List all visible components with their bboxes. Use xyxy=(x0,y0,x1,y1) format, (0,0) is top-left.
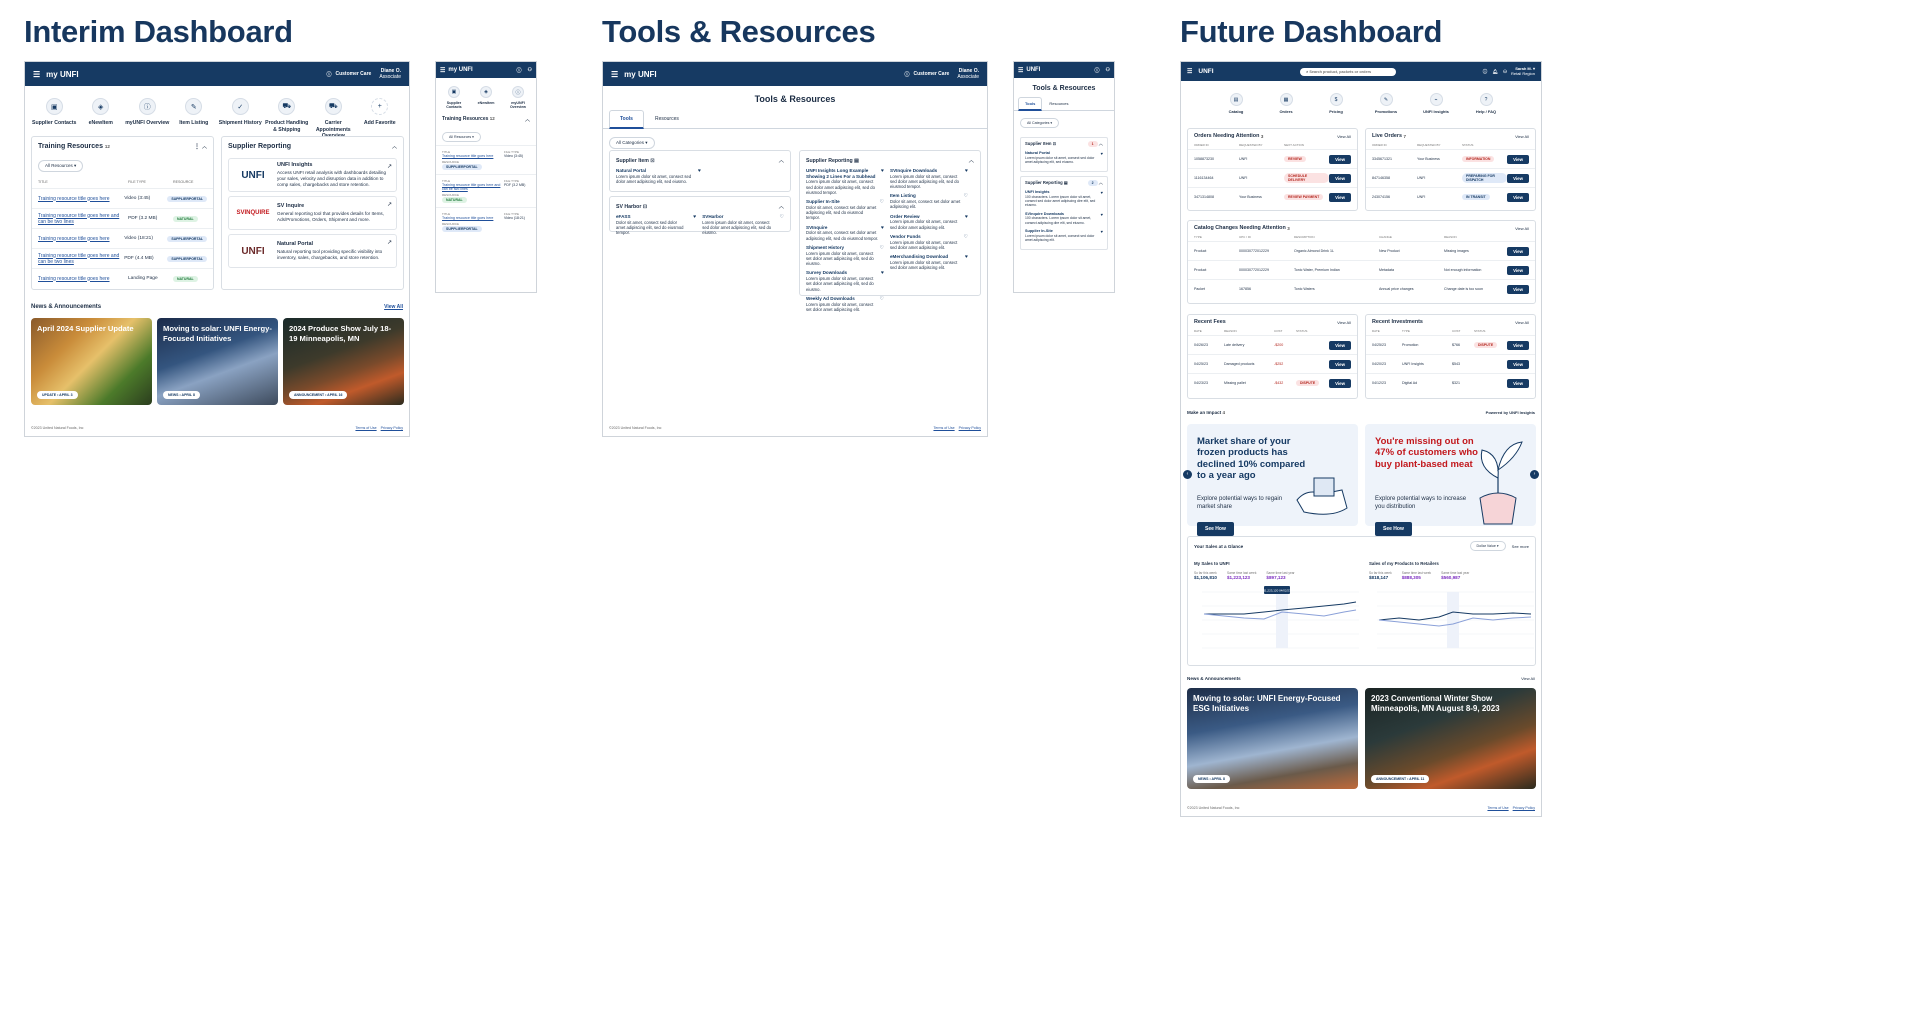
table-row: 04/26/23 Late delivery -$200 View xyxy=(1188,335,1357,354)
tool-item[interactable]: Shipment History Lorem ipsum dolor sit amet, consect set dolor amet adipiscing elit, sed do eiusmo. ♡ xyxy=(806,244,884,267)
view-button[interactable]: View xyxy=(1507,379,1529,388)
footer: ©2023 United Natural Foods, Inc Terms of Use Privacy Policy xyxy=(31,426,403,430)
fees-list xyxy=(1188,335,1357,392)
resource-badge: NATURAL xyxy=(442,197,467,203)
external-link-icon[interactable]: ↗ xyxy=(386,240,392,246)
file-type: Video (18:21) xyxy=(124,236,153,241)
ice-cubes-illustration xyxy=(1292,460,1352,520)
impact-title: Make an Impact xyxy=(1187,410,1222,415)
tab-resources[interactable]: Resources xyxy=(654,116,679,122)
box-icon: ⊡ xyxy=(1052,141,1057,146)
heart-filled-icon[interactable]: ♥ xyxy=(698,168,701,174)
interim-title: Interim Dashboard xyxy=(24,14,293,49)
list-item: TITLE FILE TYPE Training resource title goes here Video (3:45) RESOURCE SUPPLIERPORTAL xyxy=(436,145,536,174)
powered-by: Powered by UNFI Insights xyxy=(1485,410,1535,415)
sales-to-unfi: My Sales to UNFI So far this week $1,106,810 Same time last week $1,223,123 Same time last year $897,123 $1,223,120 04/02/23 xyxy=(1194,555,1359,659)
dollar-icon: $ xyxy=(1330,93,1343,106)
sup-natural-portal[interactable]: UNFI Natural Portal Natural reporting tool providing specific visibility into inventory, sales, chargebacks, and store retention. ↗ xyxy=(228,234,397,268)
insights-icon: ⌁ xyxy=(1430,93,1443,106)
col-type[interactable]: FILE TYPE xyxy=(128,180,146,184)
tools-mobile-frame xyxy=(1013,61,1115,293)
view-all-link[interactable]: View All xyxy=(1515,225,1529,231)
terms-link[interactable]: Terms of Use xyxy=(933,426,955,430)
table-row: 04/25/23 Damaged products -$252 View xyxy=(1188,354,1357,373)
table-row xyxy=(32,248,213,268)
app-header xyxy=(25,62,409,86)
list-item: TITLE FILE TYPE Training resource title goes here Video (18:21) RESOURCE SUPPLIERPORTAL xyxy=(436,207,536,236)
impact-card-2[interactable]: You're missing out on 47% of customers who buy plant-based meat Explore potential ways to increase you distribution See How xyxy=(1365,424,1536,526)
qa-enewitem[interactable]: ◈ eNewItem xyxy=(78,98,125,140)
help-icon[interactable]: ⓘ xyxy=(326,71,332,78)
tool-item[interactable]: SVInquire Dolor sit amet, consect set dolor amet adipiscing elit, sed do eiusmod tempor. ♥ xyxy=(806,224,884,241)
status-badge: INFORMATION xyxy=(1462,156,1494,162)
heart-outline-icon[interactable]: ♡ xyxy=(879,295,884,302)
app-logo[interactable]: my UNFI xyxy=(624,69,657,79)
value-dropdown[interactable]: Dollar Value ▾ xyxy=(1470,541,1506,551)
view-button[interactable]: View xyxy=(1507,174,1529,183)
view-all-link[interactable]: View All xyxy=(1515,133,1529,139)
tool-item[interactable]: Supplier In-Site Dolor sit amet, consect set dolor amet adipiscing elit, sed do eiusmod tempor. ♡ xyxy=(806,199,884,221)
supplier-reporting-card xyxy=(221,136,404,290)
table-row: 1116134464 UNFI SCHEDULE DELIVERY View xyxy=(1188,168,1357,187)
tab-resources[interactable]: Resources xyxy=(1049,101,1069,106)
view-button[interactable]: View xyxy=(1507,341,1529,350)
status-badge: REVIEW PAYMENT xyxy=(1284,194,1323,200)
supplier-reporting-title: Supplier Reporting xyxy=(228,143,291,150)
tool-efass[interactable]: eFASS Dolor sit amet, consect sed dolor amet adipiscing elit, sed do eiusmod tempor. xyxy=(616,214,684,236)
table-row: Product 000030772012229 Tonic Water, Premium Indian Metadata Not enough information View xyxy=(1188,260,1535,279)
file-type: Video (3:45) xyxy=(124,196,151,201)
news-card-3[interactable]: 2024 Produce Show July 18-19 Minneapolis, MN ANNOUNCEMENT • APRIL 16 xyxy=(283,318,404,405)
box-icon: ◈ xyxy=(480,86,492,98)
catalog-list xyxy=(1188,241,1535,298)
tool-svharbor[interactable]: SVHarbor Lorem ipsum dolor sit amet, consect sed dolor amet adipiscing elit, sed do eiusmo. xyxy=(702,214,772,236)
search-input[interactable]: ⌕ Search product, packets or orders xyxy=(1300,68,1396,76)
resource-link[interactable]: Training resource title goes here xyxy=(38,235,110,242)
question-icon: ? xyxy=(1480,93,1493,106)
customer-care-link[interactable]: Customer Care xyxy=(913,71,950,77)
tool-item[interactable]: Weekly Ad Downloads Lorem ipsum dolor sit amet, consect set dolor amet adipiscing elit. ♡ xyxy=(806,295,884,312)
tool-item[interactable]: SVInquire Downloads Lorem ipsum dolor sit amet, consect sed dolor amet adipiscing elit, sed do eiusmod tempor. ♥ xyxy=(890,168,968,190)
app-logo[interactable]: UNFI xyxy=(1026,67,1041,73)
table-row: 847146358 UNFI PREPARING FOR DISPATCH View xyxy=(1366,168,1535,187)
qa-myunfi-overview[interactable]: ⓘ myUNFI Overview xyxy=(503,86,533,110)
view-all-link[interactable]: View All xyxy=(1337,319,1351,325)
tool-item[interactable]: Survey Downloads Lorem ipsum dolor sit amet, consect set dolor amet adipiscing elit, sed do eiusmo. ♥ xyxy=(806,270,884,292)
heart-outline-icon[interactable]: ♡ xyxy=(963,193,968,200)
app-logo[interactable]: UNFI xyxy=(1198,68,1214,75)
check-icon: ✓ xyxy=(232,98,249,115)
privacy-link[interactable]: Privacy Policy xyxy=(380,426,403,430)
count-badge: 1 xyxy=(1088,141,1098,147)
qa-help-faq[interactable]: ? Help / FAQ xyxy=(1466,93,1506,114)
terms-link[interactable]: Terms of Use xyxy=(1487,806,1509,810)
news-card-1[interactable]: April 2024 Supplier Update UPDATE • APRIL 3 xyxy=(31,318,152,405)
view-button[interactable]: View xyxy=(1329,193,1351,202)
tool-item[interactable]: Order Review Lorem ipsum dolor sit amet, consect sed dolor amet adipiscing elit. ♥ xyxy=(890,213,968,230)
tools-tabs xyxy=(603,110,987,129)
training-resources-card xyxy=(31,136,214,290)
tool-natural-portal[interactable]: Natural Portal Lorem ipsum dolor sit amet, consect sed dolor amet adipiscing elit, sed eiusmo. xyxy=(616,168,692,184)
mobile-supplier-item: Supplier Item xyxy=(1025,141,1052,146)
qa-pricing[interactable]: $ Pricing xyxy=(1316,93,1356,114)
table-row: 1058873230 UNFI REVIEW View xyxy=(1188,149,1357,168)
heart-filled-icon[interactable]: ♥ xyxy=(881,270,884,277)
heart-filled-icon[interactable]: ♥ xyxy=(693,214,697,220)
heart-filled-icon[interactable]: ♥ xyxy=(1100,211,1103,217)
qa-supplier-contacts[interactable]: ▣ Supplier Contacts xyxy=(439,86,469,110)
footer: ©2023 United Natural Foods, Inc Terms of Use Privacy Policy xyxy=(1187,806,1535,810)
contacts-icon: ▣ xyxy=(46,98,63,115)
tool-item[interactable]: UNFI Insights 100 characters. Lorem ipsum dolor sit amet, consect sed dolor amet adipiscing dire elit, sed eiusmo. ♥ xyxy=(1025,190,1103,208)
see-how-button[interactable]: See How xyxy=(1197,522,1234,536)
view-button[interactable]: View xyxy=(1507,285,1529,294)
report-icon: ▤ xyxy=(1063,180,1068,186)
table-row: Packet 167856 Tonic Waters Annual price changes Change date is too soon View xyxy=(1188,279,1535,298)
resource-badge: SUPPLIERPORTAL xyxy=(167,236,207,242)
qa-promotions[interactable]: ✎ Promotions xyxy=(1366,93,1406,114)
table-row xyxy=(32,228,213,248)
qa-enewitem[interactable]: ◈ eNewItem xyxy=(471,86,501,110)
user-menu[interactable]: Sarah M. ▾ Retail Region xyxy=(1510,65,1535,76)
orders-needing-attention-card: Orders Needing Attention 3 View All ORDER ID REQUESTED BY NEXT ACTION 1058873230 UNFI REVIEW View 1116134464 UNFI SCHEDULE DELIVERY View 3471314808 Your Business REVIEW PAYMENT View xyxy=(1187,128,1358,211)
news-title: News & Announcements xyxy=(31,304,102,310)
tool-natural-portal[interactable]: Natural Portal Lorem ipsum dolor sit amet, consect sed dolor amet adipiscing elit, sed eiusmo. xyxy=(1025,151,1095,164)
menu-icon[interactable]: ☰ xyxy=(33,69,41,79)
box-icon: ◈ xyxy=(92,98,109,115)
heart-outline-icon[interactable]: ♡ xyxy=(879,244,884,251)
file-type: PDF (4.4 MB) xyxy=(124,256,154,261)
table-row: 04/20/23 UNFI Insights $543 View xyxy=(1366,354,1535,373)
tools-desktop-frame xyxy=(602,61,988,437)
training-title: Training Resources xyxy=(38,143,103,150)
heart-filled-icon[interactable]: ♥ xyxy=(1100,228,1103,234)
future-frame: ☰ UNFI ⌕ Search product, packets or orders ⓘ 🔔︎ ⚇ Sarah M. ▾ Retail Region ▤ Catalog ▦ Orders $ Pricing ✎ Promotions ⌁ UNFI Insights ? Help / FAQ Orders Needing Attention 3 View All ORDER ID REQUESTED BY NEXT ACTION 1058873230 UNFI REVIEW View 1116134464 UNFI SCHEDULE DELIVERY View 3471314808 Your Business REVIEW PAYMENT View Live Orders 7 View All ORDER ID REQUESTED BY STATUS 3345671321 Your Business INFORMATION View 847146358 UNFI PREPARING FOR DISPATCH View 243074156 UNFI IN TRANSIT View Catalog Changes Needing Attention 3 View All TYPE UPC / ID DESCRIPTION CHANGE REASON Product 000030772012229 Organic Almond Drink 1L New Product Missing images View Product 000030772012229 Tonic Water, Premium Indian Metadata Not enough information View Packet 167856 Tonic Waters Annual price changes Change date is too soon View Recent Fees View All DATE REASON COST STATUS 04/26/23 Late delivery -$200 View 04/25/23 Damaged products -$252 View 04/23/23 Missing pallet -$432 DISPUTE View Recent Investments View All DATE TYPE COST STATUS 04/25/23 Promotion $766 DISPUTE View 04/20/23 UNFI Insights $543 View 04/12/23 Digital Ad $321 View Make an Impact 4 Powered by UNFI Insights Market share of your frozen products has declined 10% compared to a year ago Explore potential ways to regain market share See How You're missing out on 47% of customers who buy plant-based meat Explore potential ways to increase you distribution See How ‹ › Your Sales at a Glance Dollar Value ▾ See more My Sales to UNFI So far this week $1,106,810 Same time last week $1,223,123 Same time last year $897,123 $1,223,120 04/02/23 Sales of my Products to Retailers So far this week $818,147 Same time last week $888,305 Same time last year $560,987 News & Announcements View All Moving to solar: UNFI Energy-Focused ESG Initiatives NEWS • APRIL 8 2023 Conventional Winter Show Minneapolis, MN August 8-9, 2023 ANNOUNCEMENT • APRIL 11 ©2023 United Natural Foods, Inc Terms of Use Privacy Policy xyxy=(1180,61,1542,817)
future-title: Future Dashboard xyxy=(1180,14,1443,49)
user-icon[interactable]: ⚇ xyxy=(1105,67,1110,73)
interim-desktop-frame xyxy=(24,61,410,437)
menu-icon[interactable]: ☰ xyxy=(1187,69,1193,75)
mobile-training-list xyxy=(436,145,536,236)
sales-glance-card: Your Sales at a Glance Dollar Value ▾ See more My Sales to UNFI So far this week $1,106,810 Same time last week $1,223,123 Same time last year $897,123 $1,223,120 04/02/23 Sales of my Products to Retailers So far this week $818,147 Same time last week $888,305 Same time last year $560,987 xyxy=(1187,536,1536,666)
view-button[interactable]: View xyxy=(1507,360,1529,369)
app-logo[interactable]: my UNFI xyxy=(46,69,79,79)
user-icon[interactable]: ⚇ xyxy=(527,67,532,73)
sv-harbor-card: SV Harbor ⊡ ︿ eFASS Dolor sit amet, consect sed dolor amet adipiscing elit, sed do eiusmod tempor. ♥ SVHarbor Lorem ipsum dolor sit amet, consect sed dolor amet adipiscing elit, sed do eiusmo. ♡ xyxy=(609,196,791,232)
resource-badge: SUPPLIERPORTAL xyxy=(167,196,207,202)
future-quick-actions xyxy=(1181,81,1541,120)
view-button[interactable]: View xyxy=(1507,247,1529,256)
qa-product-handling[interactable]: ⛟ Product Handling & Shipping xyxy=(264,98,311,140)
qa-item-listing[interactable]: ✎ Item Listing xyxy=(171,98,218,140)
info-icon: ⓘ xyxy=(512,86,524,98)
status-badge: PREPARING FOR DISPATCH xyxy=(1462,173,1507,183)
tools-title: Tools & Resources xyxy=(602,14,876,49)
more-icon[interactable]: ⋮ xyxy=(194,144,201,150)
resource-filter[interactable]: All Resources ▾ xyxy=(38,160,83,172)
table-row: 04/25/23 Promotion $766 DISPUTE View xyxy=(1366,335,1535,354)
view-all-link[interactable]: View All xyxy=(1337,133,1351,139)
table-row: 3471314808 Your Business REVIEW PAYMENT View xyxy=(1188,187,1357,206)
live-orders-card: Live Orders 7 View All ORDER ID REQUESTED BY STATUS 3345671321 Your Business INFORMATION View 847146358 UNFI PREPARING FOR DISPATCH View 243074156 UNFI IN TRANSIT View xyxy=(1365,128,1536,211)
external-link-icon[interactable]: ↗ xyxy=(386,202,392,208)
table-row: 243074156 UNFI IN TRANSIT View xyxy=(1366,187,1535,206)
table-row: Product 000030772012229 Organic Almond Drink 1L New Product Missing images View xyxy=(1188,241,1535,260)
heart-filled-icon[interactable]: ♥ xyxy=(965,254,968,261)
menu-icon[interactable]: ☰ xyxy=(440,67,446,74)
news-view-all[interactable]: View All xyxy=(1521,676,1535,681)
tool-item[interactable]: Supplier In-Site Lorem ipsum dolor sit amet, consect sed dolor amet adipiscing elit. ♥ xyxy=(1025,228,1103,242)
chevron-up-icon[interactable]: ︿ xyxy=(524,116,530,123)
heart-filled-icon[interactable]: ♥ xyxy=(965,168,968,174)
status-badge: REVIEW xyxy=(1284,156,1306,162)
news-card-1[interactable]: Moving to solar: UNFI Energy-Focused ESG Initiatives NEWS • APRIL 8 xyxy=(1187,688,1358,789)
report-icon: ▤ xyxy=(854,157,860,164)
footer: ©2023 United Natural Foods, Inc Terms of Use Privacy Policy xyxy=(609,426,981,430)
chevron-up-icon[interactable]: ︿ xyxy=(778,158,784,164)
menu-icon[interactable]: ☰ xyxy=(1018,67,1024,74)
qa-carrier-appointments[interactable]: ⛟ Carrier Appointments xyxy=(310,98,357,140)
carousel-next-button[interactable]: › xyxy=(1530,470,1539,479)
table-row xyxy=(32,268,213,288)
unfi-logo: UNFI xyxy=(241,169,265,181)
unfi-logo: UNFI xyxy=(241,245,265,257)
heart-outline-icon[interactable]: ♡ xyxy=(779,214,784,220)
category-filter[interactable]: All Categories ▾ xyxy=(1020,118,1059,128)
heart-filled-icon[interactable]: ♥ xyxy=(881,224,884,231)
supplier-item-card: Supplier Item ⊡ ︿ Natural Portal Lorem ipsum dolor sit amet, consect sed dolor amet adipiscing elit, sed eiusmo. ♥ xyxy=(609,150,791,192)
view-button[interactable]: View xyxy=(1329,379,1351,388)
count-badge: 2 xyxy=(1088,180,1098,186)
table-row: 04/23/23 Missing pallet -$432 DISPUTE View xyxy=(1188,373,1357,392)
sales-to-retailers: Sales of my Products to Retailers So far this week $818,147 Same time last week $888,305 Same time last year $560,987 xyxy=(1369,555,1534,659)
plus-icon: + xyxy=(371,98,388,115)
qa-add-favorite[interactable]: + Add Favorite xyxy=(357,98,404,140)
news-card-2[interactable]: Moving to solar: UNFI Energy-Focused Initiatives NEWS • APRIL 8 xyxy=(157,318,278,405)
help-icon[interactable]: ⓘ xyxy=(1482,68,1488,74)
view-button[interactable]: View xyxy=(1507,155,1529,164)
see-more-link[interactable]: See more xyxy=(1511,543,1529,549)
menu-icon[interactable]: ☰ xyxy=(611,69,619,79)
status-badge: DISPUTE xyxy=(1474,342,1497,348)
qa-supplier-contacts[interactable]: ▣ Supplier Contacts xyxy=(31,98,78,140)
tool-item[interactable]: eMerchandising Download Lorem ipsum dolor sit amet, consect sed dolor amet adipiscing elit. ♥ xyxy=(890,254,968,271)
svg-text:$1,223,120 04/02/23: $1,223,120 04/02/23 xyxy=(1263,588,1291,593)
listing-icon: ✎ xyxy=(185,98,202,115)
external-link-icon[interactable]: ↗ xyxy=(386,164,392,170)
carrier-icon: ⛟ xyxy=(325,98,342,115)
impact-card-1[interactable]: Market share of your frozen products has declined 10% compared to a year ago Explore potential ways to regain market share See How xyxy=(1187,424,1358,526)
recent-fees-card: Recent Fees View All DATE REASON COST STATUS 04/26/23 Late delivery -$200 View 04/25/23 Damaged products -$252 View 04/23/23 Missing pallet -$432 DISPUTE View xyxy=(1187,314,1358,399)
heart-filled-icon[interactable]: ♥ xyxy=(881,168,884,174)
mobile-reporting-list xyxy=(1025,190,1103,242)
qa-orders[interactable]: ▦ Orders xyxy=(1266,93,1306,114)
qa-catalog[interactable]: ▤ Catalog xyxy=(1216,93,1256,114)
resource-link[interactable]: Training resource title goes here xyxy=(442,153,494,158)
heart-outline-icon[interactable]: ♡ xyxy=(963,233,968,240)
training-list xyxy=(32,188,213,288)
user-menu[interactable]: Diane O. Associate xyxy=(379,68,401,80)
view-all-link[interactable]: View All xyxy=(1515,319,1529,325)
heart-filled-icon[interactable]: ♥ xyxy=(965,213,968,220)
file-type: PDF (3.2 MB) xyxy=(128,216,158,221)
truck-icon: ⛟ xyxy=(278,98,295,115)
resource-link[interactable]: Training resource title goes here xyxy=(38,275,110,282)
user-icon[interactable]: ⚇ xyxy=(1502,68,1507,74)
table-row xyxy=(32,188,213,208)
sup-sv-inquire[interactable]: SVINQUIRE SV Inquire General reporting tool that provides details for Items, Ads/Promotions, Orders, Shipment and more. ↗ xyxy=(228,196,397,230)
contacts-icon: ▣ xyxy=(448,86,460,98)
help-icon[interactable]: ⓘ xyxy=(904,71,910,78)
news-title: News & Announcements xyxy=(1187,676,1241,681)
category-filter[interactable]: All Categories ▾ xyxy=(609,137,655,149)
tab-tools[interactable]: Tools xyxy=(1018,97,1042,111)
resource-link[interactable]: Training resource title goes here and can be two lines xyxy=(38,212,120,225)
tool-item[interactable]: UNFI Insights Long Example Showing 2 Lines For a Subhead Lorem ipsum dolor sit amet, consect sed dolor amet adipiscing elit, sed do eiusmod tempor. ♥ xyxy=(806,168,884,195)
chevron-up-icon[interactable]: ︿ xyxy=(1098,141,1103,146)
view-button[interactable]: View xyxy=(1329,360,1351,369)
mobile-page-title: Tools & Resources xyxy=(1032,85,1096,92)
app-logo[interactable]: my UNFI xyxy=(448,67,473,73)
resource-link[interactable]: Training resource title goes here xyxy=(442,215,494,220)
file-type: Landing Page xyxy=(128,276,158,281)
chevron-up-icon[interactable]: ︿ xyxy=(391,144,397,150)
catalog-changes-card: Catalog Changes Needing Attention 3 View All TYPE UPC / ID DESCRIPTION CHANGE REASON Product 000030772012229 Organic Almond Drink 1L New Product Missing images View Product 000030772012229 Tonic Water, Premium Indian Metadata Not enough information View Packet 167856 Tonic Waters Annual price changes Change date is too soon View xyxy=(1187,220,1536,304)
qa-unfi-insights[interactable]: ⌁ UNFI Insights xyxy=(1416,93,1456,114)
reporting-right-col xyxy=(890,168,968,316)
live-orders-list xyxy=(1366,149,1535,206)
reporting-left-col xyxy=(806,168,884,316)
see-how-button[interactable]: See How xyxy=(1375,522,1412,536)
terms-link[interactable]: Terms of Use xyxy=(355,426,377,430)
sup-unfi-insights[interactable]: UNFI UNFI Insights Access UNFI retail analysis with dashboards detailing your sales, velocity and disruption data in addition to comp sales, chargebacks and store retention. ↗ xyxy=(228,158,397,192)
page-title: Tools & Resources xyxy=(754,94,836,104)
resource-badge: SUPPLIERPORTAL xyxy=(167,256,207,262)
view-button[interactable]: View xyxy=(1507,266,1529,275)
orders-icon: ▦ xyxy=(1280,93,1293,106)
resource-link[interactable]: Training resource title goes here and can be two lines xyxy=(38,252,120,265)
help-icon[interactable]: ⓘ xyxy=(1094,67,1100,74)
table-row: 04/12/23 Digital Ad $321 View xyxy=(1366,373,1535,392)
carousel-prev-button[interactable]: ‹ xyxy=(1183,470,1192,479)
user-menu[interactable]: Diane O. Associate xyxy=(957,68,979,80)
chevron-up-icon[interactable]: ︿ xyxy=(201,144,207,150)
resource-badge: SUPPLIERPORTAL xyxy=(442,226,482,232)
help-icon[interactable]: ⓘ xyxy=(516,67,522,74)
customer-care-link[interactable]: Customer Care xyxy=(335,71,372,77)
recent-investments-card: Recent Investments View All DATE TYPE COST STATUS 04/25/23 Promotion $766 DISPUTE View 04/20/23 UNFI Insights $543 View 04/12/23 Digital Ad $321 View xyxy=(1365,314,1536,399)
tool-item[interactable]: Item Listing Dolor sit amet, consect set dolor amet adipiscing elit. ♡ xyxy=(890,193,968,210)
resource-link[interactable]: Training resource title goes here and can be two lines xyxy=(442,182,501,191)
heart-filled-icon[interactable]: ♥ xyxy=(1100,190,1103,196)
heart-outline-icon[interactable]: ♡ xyxy=(879,199,884,206)
sales-to-unfi-chart xyxy=(1194,584,1359,654)
status-badge: IN TRANSIT xyxy=(1462,194,1490,200)
training-title: Training Resources xyxy=(442,115,489,122)
chevron-up-icon[interactable]: ︿ xyxy=(968,158,974,164)
resource-filter[interactable]: All Resources ▾ xyxy=(442,132,481,142)
privacy-link[interactable]: Privacy Policy xyxy=(958,426,981,430)
tool-item[interactable]: Vendor Funds Lorem ipsum dolor sit amet, consect sed dolor amet adipiscing elit. ♡ xyxy=(890,233,968,250)
heart-filled-icon[interactable]: ♥ xyxy=(1100,151,1103,156)
resource-badge: SUPPLIERPORTAL xyxy=(442,164,482,170)
mobile-supplier-reporting: Supplier Reporting xyxy=(1025,180,1063,186)
sales-to-retailers-chart xyxy=(1369,584,1534,654)
tag-icon: ✎ xyxy=(1380,93,1393,106)
view-button[interactable]: View xyxy=(1507,193,1529,202)
svinquire-logo: SVINQUIRE xyxy=(236,210,270,216)
col-title[interactable]: TITLE xyxy=(38,180,48,184)
view-button[interactable]: View xyxy=(1329,155,1351,164)
table-row: 3345671321 Your Business INFORMATION View xyxy=(1366,149,1535,168)
list-item: TITLE FILE TYPE Training resource title goes here and can be two lines PDF (3.2 MB) RESOURCE NATURAL xyxy=(436,174,536,207)
table-row xyxy=(32,208,213,228)
resource-badge: NATURAL xyxy=(173,276,198,282)
news-view-all[interactable]: View All xyxy=(384,304,403,310)
sv-icon: ⊡ xyxy=(642,203,648,210)
box-icon: ⊡ xyxy=(650,157,655,164)
col-resource[interactable]: RESOURCE xyxy=(173,180,194,184)
status-badge: SCHEDULE DELIVERY xyxy=(1284,173,1329,183)
resource-link[interactable]: Training resource title goes here xyxy=(38,195,110,202)
tools-supplier-reporting-card: Supplier Reporting ▤ ︿ UNFI Insights Long Example Showing 2 Lines For a Subhead Lorem ipsum dolor sit amet, consect sed dolor amet adipiscing elit, sed do eiusmod tempor. ♥ Supplier In-Site Dolor sit amet, consect set dolor amet adipiscing elit, sed do eiusmod tempor. ♡ SVInquire Dolor sit amet, consect set dolor amet adipiscing elit, sed do eiusmod tempor. ♥ Shipment History Lorem ipsum dolor sit amet, consect set dolor amet adipiscing elit, sed do eiusmo. ♡ Survey Downloads Lorem ipsum dolor sit amet, consect set dolor amet adipiscing elit, sed do eiusmo. ♥ Weekly Ad Downloads Lorem ipsum dolor sit amet, consect set dolor amet adipiscing elit. ♡ SVInquire Downloads Lorem ipsum dolor sit amet, consect sed dolor amet adipiscing elit, sed do eiusmod tempor. ♥ Item Listing Dolor sit amet, consect set dolor amet adipiscing elit. ♡ Order Review Lorem ipsum dolor sit amet, consect sed dolor amet adipiscing elit. ♥ Vendor Funds Lorem ipsum dolor sit amet, consect sed dolor amet adipiscing elit. ♡ eMerchandising Download Lorem ipsum dolor sit amet, consect sed dolor amet adipiscing elit. ♥ xyxy=(799,150,981,296)
tool-item[interactable]: SVInquire Downloads 100 characters. Lorem ipsum dolor sit amet, consect adipiscing dire elit, sed eiusmo. ♥ xyxy=(1025,211,1103,225)
qa-shipment-history[interactable]: ✓ Shipment History xyxy=(217,98,264,140)
chevron-up-icon[interactable]: ︿ xyxy=(1098,180,1103,186)
view-button[interactable]: View xyxy=(1329,174,1351,183)
qa-myunfi-overview[interactable]: ⓘ myUNFI Overview xyxy=(124,98,171,140)
chevron-up-icon[interactable]: ︿ xyxy=(778,204,784,210)
view-button[interactable]: View xyxy=(1329,341,1351,350)
info-icon: ⓘ xyxy=(139,98,156,115)
training-count: 12 xyxy=(104,144,110,149)
investments-list xyxy=(1366,335,1535,392)
status-badge: DISPUTE xyxy=(1296,380,1319,386)
news-card-2[interactable]: 2023 Conventional Winter Show Minneapolis, MN August 8-9, 2023 ANNOUNCEMENT • APRIL 11 xyxy=(1365,688,1536,789)
privacy-link[interactable]: Privacy Policy xyxy=(1512,806,1535,810)
bell-icon[interactable]: 🔔︎ xyxy=(1492,68,1498,74)
catalog-icon: ▤ xyxy=(1230,93,1243,106)
resource-badge: NATURAL xyxy=(173,216,198,222)
plant-illustration xyxy=(1468,438,1528,524)
interim-mobile-frame: ☰ my UNFI ⓘ ⚇ ▣ Supplier Contacts ◈ eNewItem ⓘ myUNFI Overview Training Resources 12 ︿ All Resources ▾ TITLE FILE TYPE Training resource title goes here Video (3:45) RESOURCE SUPPLIERPORTAL TITLE FILE TYPE Training resource title goes here and can be two lines PDF (3.2 MB) RESOURCE NATURAL TITLE FILE TYPE Training resource title goes here Video (18:21) RESOURCE SUPPLIERPORTAL xyxy=(435,61,537,293)
tab-tools[interactable]: Tools xyxy=(609,110,644,129)
orders-attention-list xyxy=(1188,149,1357,206)
